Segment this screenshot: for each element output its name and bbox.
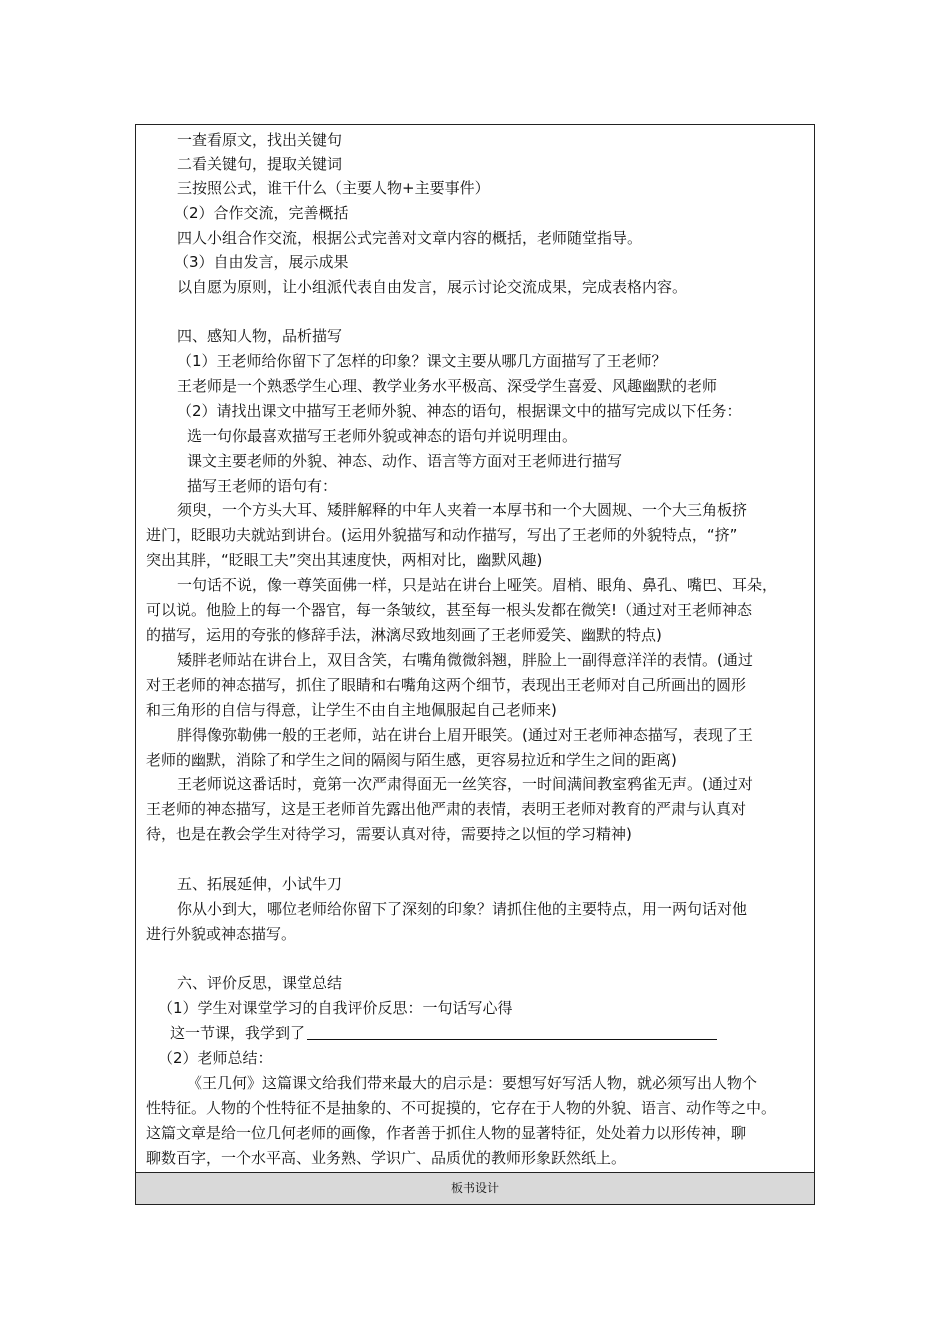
text-line: 可以说。他脸上的每一个器官，每一条皱纹，甚至每一根头发都在微笑!（通过对王老师神态 xyxy=(146,601,753,619)
text-line: （2）老师总结： xyxy=(158,1049,273,1067)
text-line: 老师的幽默，消除了和学生之间的隔阂与陌生感，更容易拉近和学生之间的距离) xyxy=(146,751,677,769)
text-line: 和三角形的自信与得意，让学生不由自主地佩服起自己老师来) xyxy=(146,701,557,719)
lesson-plan-table xyxy=(135,124,815,1205)
text-line: 描写王老师的语句有： xyxy=(187,477,338,495)
text-line: 王老师是一个熟悉学生心理、教学业务水平极高、深受学生喜爱、风趣幽默的老师 xyxy=(177,377,718,395)
text-line: 王老师说这番话时，竟第一次严肃得面无一丝笑容，一时间满间教室鸦雀无声。(通过对 xyxy=(177,775,753,793)
text-line: （3）自由发言，展示成果 xyxy=(174,253,349,271)
text-line: 进门，眨眼功夫就站到讲台。(运用外貌描写和动作描写，写出了王老师的外貌特点，“挤” xyxy=(146,526,738,544)
text-line: 聊数百字，一个水平高、业务熟、学识广、品质优的教师形象跃然纸上。 xyxy=(146,1149,627,1167)
text-line: （2）请找出课文中描写王老师外貌、神态的语句，根据课文中的描写完成以下任务： xyxy=(177,402,742,420)
text-line: 课文主要老师的外貌、神态、动作、语言等方面对王老师进行描写 xyxy=(187,452,623,470)
section-heading: 五、拓展延伸，小试牛刀 xyxy=(177,875,343,893)
text-line: 对王老师的神态描写，抓住了眼睛和右嘴角这两个细节，表现出王老师对自己所画出的圆形 xyxy=(146,676,747,694)
text-line: 突出其胖，“眨眼工夫”突出其速度快，两相对比，幽默风趣) xyxy=(146,551,543,569)
text-line: 胖得像弥勒佛一般的王老师，站在讲台上眉开眼笑。(通过对王老师神态描写，表现了王 xyxy=(177,726,753,744)
board-design-header: 板书设计 xyxy=(136,1172,814,1204)
section-heading: 四、感知人物，品析描写 xyxy=(177,327,343,345)
text-line: 待，也是在教会学生对待学习，需要认真对待，需要持之以恒的学习精神) xyxy=(146,825,632,843)
text-line: 这篇文章是给一位几何老师的画像，作者善于抓住人物的显著特征，处处着力以形传神，聊 xyxy=(146,1124,747,1142)
text-line: 三按照公式，谁干什么（主要人物+主要事件） xyxy=(177,179,490,197)
reflection-prompt: 这一节课，我学到了 xyxy=(170,1024,306,1042)
text-line: 须臾，一个方头大耳、矮胖解释的中年人夹着一本厚书和一个大圆规、一个大三角板挤 xyxy=(177,501,748,519)
text-line: 的描写，运用的夸张的修辞手法，淋漓尽致地刻画了王老师爱笑、幽默的特点) xyxy=(146,626,662,644)
text-line: 矮胖老师站在讲台上，双目含笑，右嘴角微微斜翘，胖脸上一副得意洋洋的表情。(通过 xyxy=(177,651,753,669)
text-line: 选一句你最喜欢描写王老师外貌或神态的语句并说明理由。 xyxy=(187,427,578,445)
answer-blank xyxy=(307,1024,717,1040)
text-line: 王老师的神态描写，这是王老师首先露出他严肃的表情，表明王老师对教育的严肃与认真对 xyxy=(146,800,747,818)
lesson-content-cell xyxy=(136,125,814,1174)
text-line: 一句话不说，像一尊笑面佛一样，只是站在讲台上哑笑。眉梢、眼角、鼻孔、嘴巴、耳朵， xyxy=(177,576,778,594)
text-line: 一查看原文，找出关键句 xyxy=(177,131,343,149)
text-line: （2）合作交流，完善概括 xyxy=(174,204,349,222)
text-line: 你从小到大，哪位老师给你留下了深刻的印象？请抓住他的主要特点，用一两句话对他 xyxy=(177,900,748,918)
section-heading: 六、评价反思，课堂总结 xyxy=(177,974,343,992)
text-line: 二看关键句，提取关键词 xyxy=(177,155,343,173)
text-line: 性特征。人物的个性特征不是抽象的、不可捉摸的，它存在于人物的外貌、语言、动作等之中。 xyxy=(146,1099,777,1117)
text-line: 进行外貌或神态描写。 xyxy=(146,925,297,943)
text-line: （1）学生对课堂学习的自我评价反思：一句话写心得 xyxy=(158,999,513,1017)
reflection-line xyxy=(170,1021,814,1045)
text-line: 以自愿为原则，让小组派代表自由发言，展示讨论交流成果，完成表格内容。 xyxy=(177,278,688,296)
text-line: （1）王老师给你留下了怎样的印象？课文主要从哪几方面描写了王老师？ xyxy=(177,352,667,370)
text-line: 四人小组合作交流，根据公式完善对文章内容的概括，老师随堂指导。 xyxy=(177,229,643,247)
text-line: 《王几何》这篇课文给我们带来最大的启示是：要想写好写活人物，就必须写出人物个 xyxy=(187,1074,758,1092)
